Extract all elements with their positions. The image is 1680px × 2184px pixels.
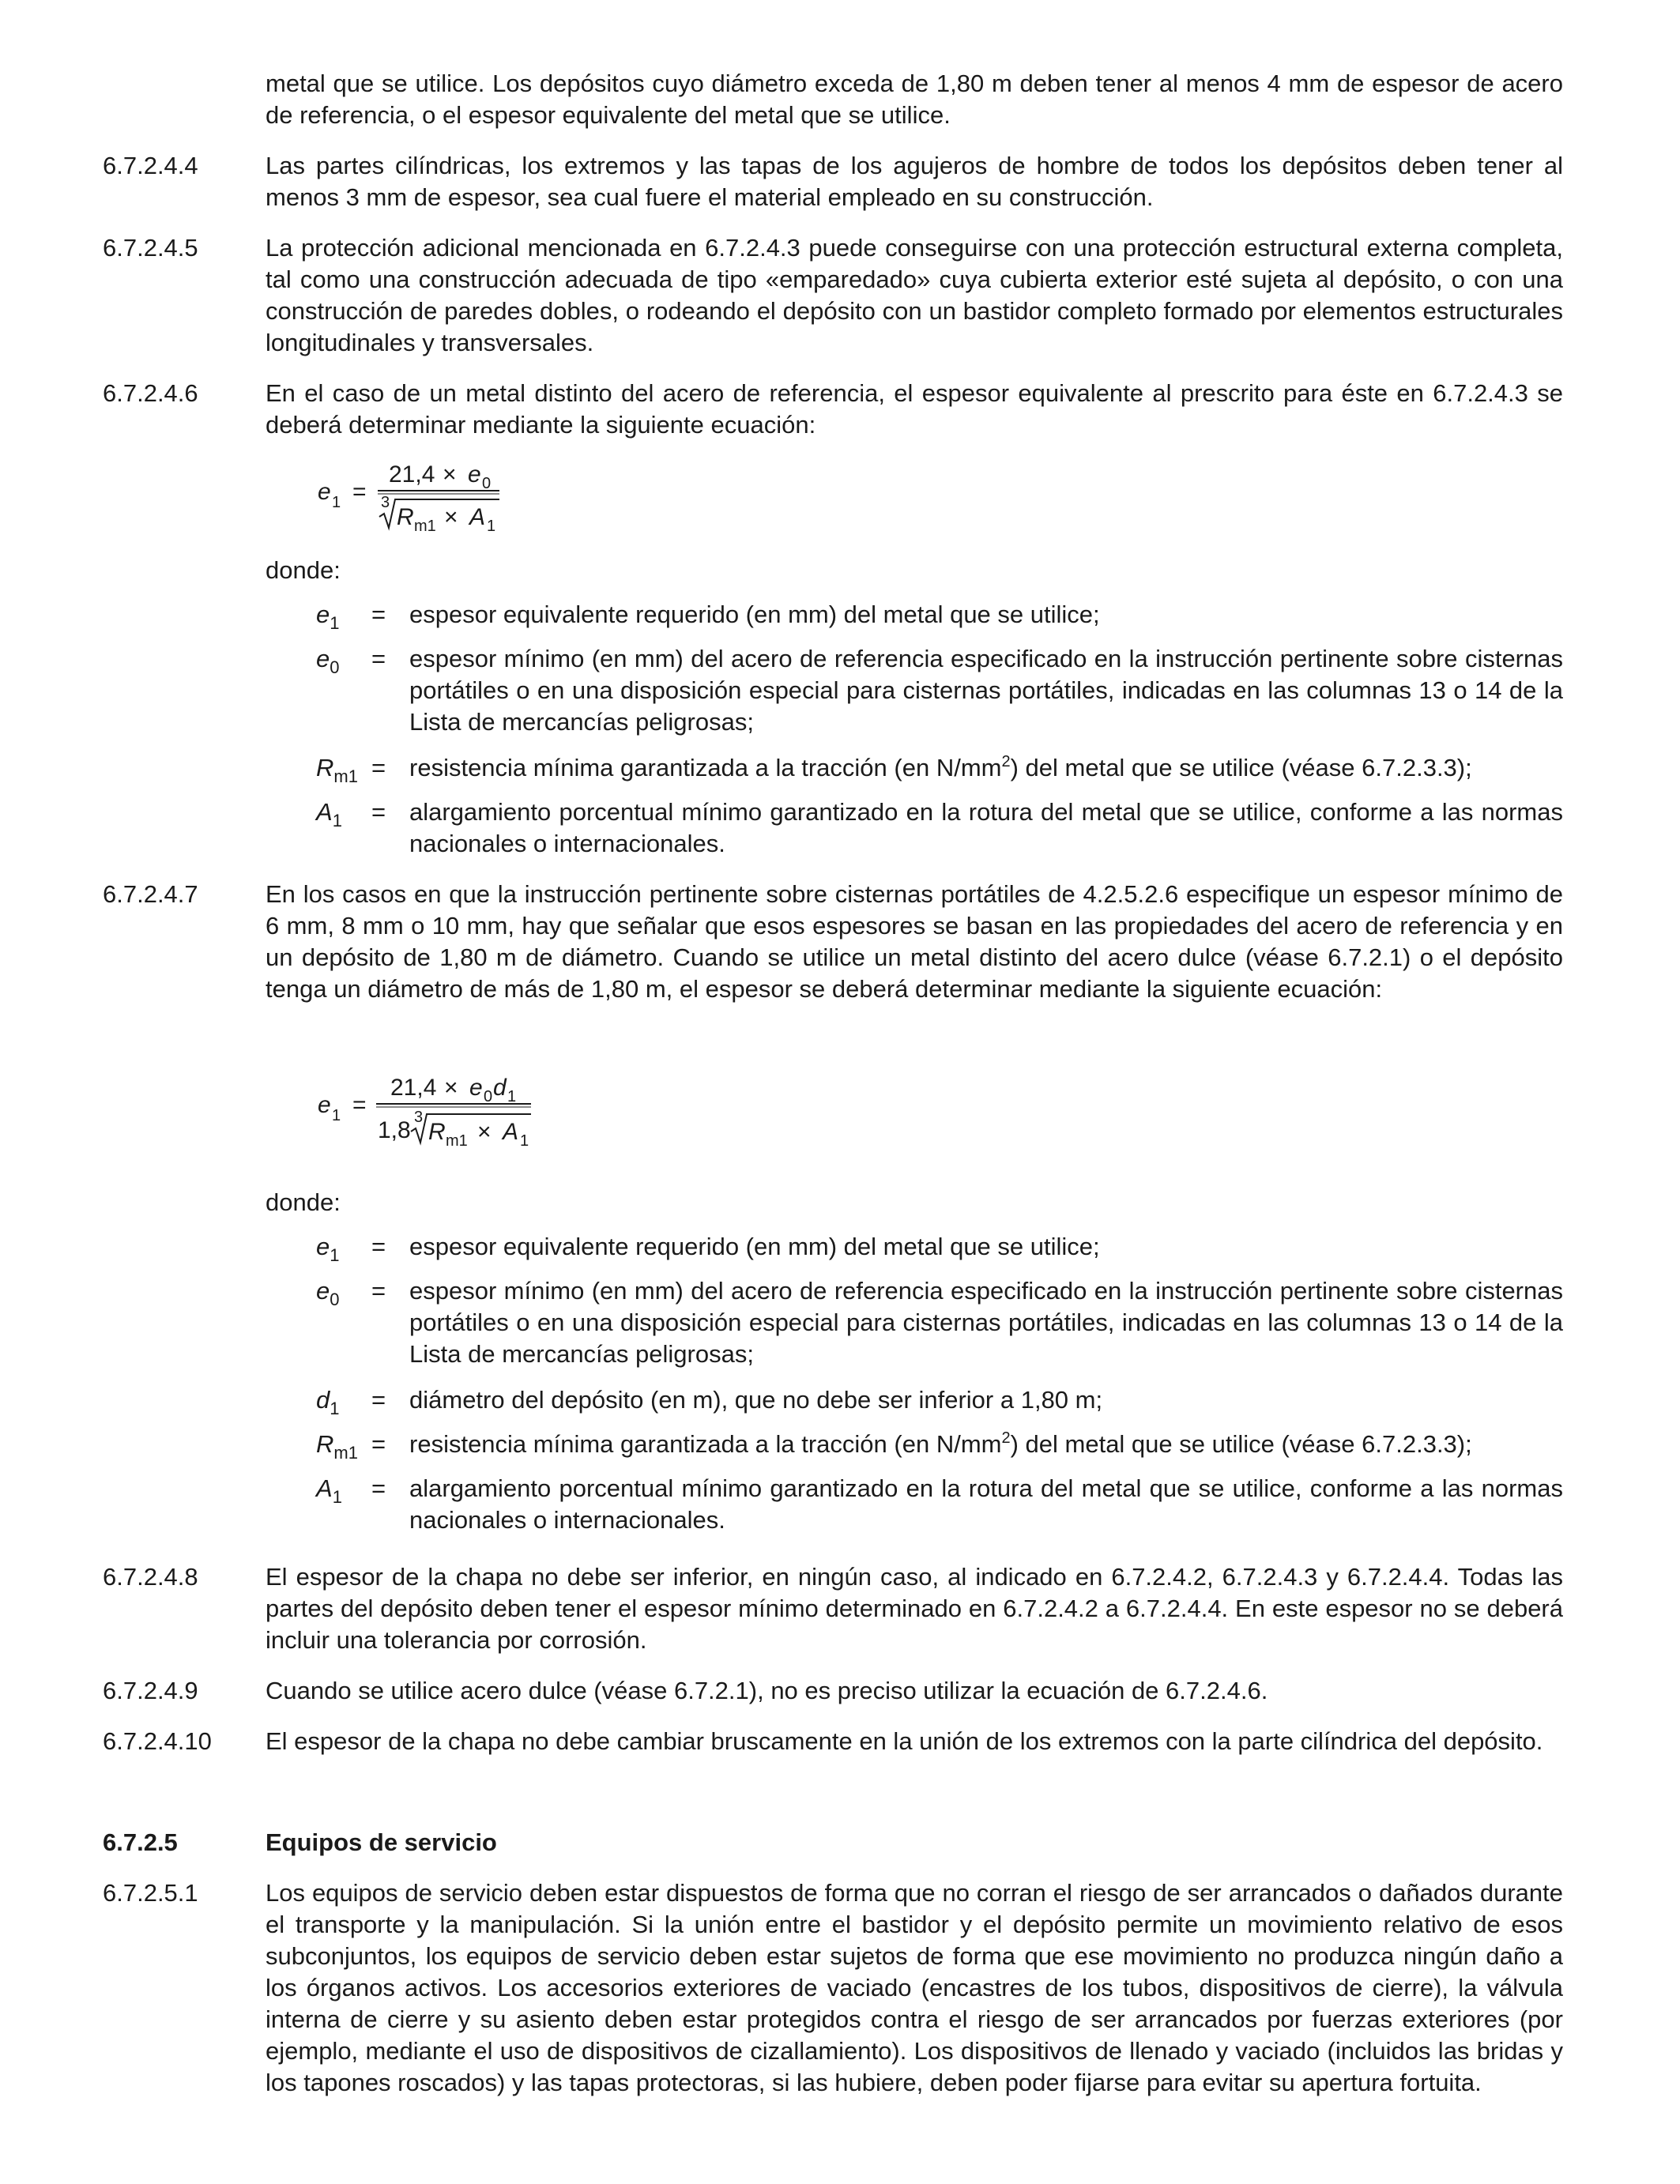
section-text: Las partes cilíndricas, los extremos y las tapas de los agujeros de hombre de todos los depósitos deben tener al menos 3 mm de espesor, sea cual fuere el material empleado en su construcción. <box>266 152 1563 211</box>
section-text: Los equipos de servicio deben estar dispuestos de forma que no corran el riesgo de ser arrancados o dañados durante el transporte y la manipulación. Si la unión entre el bastidor y el depósito permite un movimiento relativo de esos subconjuntos, los equipos de servicio deben estar sujetos de forma que ese movimiento no produzca ningún daño a los órganos activos. Los accesorios exteriores de vaciado (encastres de los tubos, dispositivos de cierre), la válvula interna de cierre y su asiento deben estar protegidos contra el riesgo de ser arrancados por fuerzas exteriores (por ejemplo, mediante el uso de dispositivos de cizallamiento). Los dispositivos de llenado y vaciado (incluidos las bridas y los tapones roscados) y las tapas protectoras, si las hubiere, deben poder fijarse para evitar su apertura fortuita. <box>266 1879 1563 2096</box>
definition-symbol: $e_1$ <box>316 601 340 633</box>
section-text: En el caso de un metal distinto del acero de referencia, el espesor equivalente al prescrito para éste en 6.7.2.4.3 se deberá determinar mediante la siguiente ecuación: <box>266 379 1563 439</box>
definition-symbol: $R_{m1}$ <box>316 754 358 786</box>
section-number: 6.7.2.4.10 <box>103 1727 212 1755</box>
numerator-coefficient: 21,4 <box>389 461 435 488</box>
definition-equals: = <box>371 601 386 628</box>
denominator-coefficient: 1,8 <box>378 1117 411 1143</box>
definition-symbol: $R_{m1}$ <box>316 1430 358 1463</box>
definition-equals: = <box>371 645 386 672</box>
denominator-variable-a-subscript: 1 <box>487 518 496 535</box>
definition-text: alargamiento porcentual mínimo garantizado en la rotura del metal que se utilice, conforme a las normas nacionales o internacionales. <box>409 1474 1563 1534</box>
definition-equals: = <box>371 1277 386 1305</box>
donde-label: donde: <box>266 556 341 584</box>
numerator-variable-d: d <box>493 1075 507 1101</box>
definition-text: espesor mínimo (en mm) del acero de referencia especificado en la instrucción pertinente sobre cisternas portátiles o en una disposición especial para cisternas portátiles, indicadas en las columnas 13 o 14 de la Lista de mercancías peligrosas; <box>409 1277 1563 1368</box>
donde-label: donde: <box>266 1188 341 1216</box>
section-number: 6.7.2.4.6 <box>103 379 198 407</box>
section-text: La protección adicional mencionada en 6.7.2.4.3 puede conseguirse con una protección estructural externa completa, tal como una construcción adecuada de tipo «emparedado» cuya cubierta exterior esté sujeta al depósito, o con una construcción de paredes dobles, o rodeando el depósito con un bastidor completo formado por elementos estructurales longitudinales y transversales. <box>266 234 1563 356</box>
root-index: 3 <box>381 494 390 511</box>
section-text: En los casos en que la instrucción pertinente sobre cisternas portátiles de 4.2.5.2.6 especifique un espesor mínimo de 6 mm, 8 mm o 10 mm, hay que señalar que esos espesores se basan en las propiedades del acero de referencia y en un depósito de 1,80 m de diámetro. Cuando se utilice un metal distinto del acero dulce (véase 6.7.2.1) o el depósito tenga un diámetro de más de 1,80 m, el espesor se deberá determinar mediante la siguiente ecuación: <box>266 880 1563 1003</box>
numerator-variable-e: e <box>469 1075 483 1101</box>
denominator-variable-a-subscript: 1 <box>520 1132 529 1150</box>
equation-lhs: e <box>318 479 331 505</box>
equation-equals: = <box>352 479 367 505</box>
continuation-text: metal que se utilice. Los depósitos cuyo diámetro exceda de 1,80 m deben tener al menos 4 mm de espesor de acero de referencia, o el espesor equivalente del metal que se utilice. <box>266 70 1563 129</box>
definition-text: espesor equivalente requerido (en mm) del metal que se utilice; <box>409 1233 1100 1260</box>
definition-symbol: $e_0$ <box>316 1277 340 1309</box>
definition-symbol: $e_0$ <box>316 645 340 677</box>
times-sign: × <box>443 461 457 488</box>
equation-2 <box>316 1068 553 1163</box>
numerator-coefficient: 21,4 <box>390 1075 437 1101</box>
definition-text: espesor mínimo (en mm) del acero de referencia especificado en la instrucción pertinente sobre cisternas portátiles o en una disposición especial para cisternas portátiles, indicadas en las columnas 13 o 14 de la Lista de mercancías peligrosas; <box>409 645 1563 736</box>
denominator-variable-r-subscript: m1 <box>414 518 436 535</box>
denominator-variable-r: R <box>428 1119 446 1145</box>
definition-symbol: $e_1$ <box>316 1233 340 1265</box>
section-text: El espesor de la chapa no debe ser inferior, en ningún caso, al indicado en 6.7.2.4.2, 6.7.2.4.3 y 6.7.2.4.4. Todas las partes del depósito deben tener el espesor mínimo determinado en 6.7.2.4.2 a 6.7.2.4.4. En este espesor no se deberá incluir una tolerancia por corrosión. <box>266 1563 1563 1654</box>
definition-equals: = <box>371 798 386 826</box>
section-number: 6.7.2.4.5 <box>103 234 198 262</box>
definition-text: resistencia mínima garantizada a la tracción (en $N/mm^2$) del metal que se utilice (véase 6.7.2.3.3); <box>409 753 1472 781</box>
times-sign: × <box>444 1075 458 1101</box>
section-title: Equipos de servicio <box>266 1828 497 1856</box>
denominator-variable-r: R <box>397 504 414 530</box>
definition-text: alargamiento porcentual mínimo garantizado en la rotura del metal que se utilice, conforme a las normas nacionales o internacionales. <box>409 798 1563 857</box>
denominator-variable-a: A <box>469 504 486 530</box>
section-number: 6.7.2.4.9 <box>103 1677 198 1704</box>
denominator-variable-r-subscript: m1 <box>446 1132 468 1150</box>
equation-lhs-subscript: 1 <box>332 1107 341 1124</box>
equation-equals: = <box>352 1092 367 1118</box>
numerator-variable-subscript: 0 <box>482 475 492 492</box>
definition-text: diámetro del depósito (en m), que no debe ser inferior a 1,80 m; <box>409 1386 1103 1414</box>
definition-text: espesor equivalente requerido (en mm) del metal que se utilice; <box>409 601 1100 628</box>
definition-symbol: $A_1$ <box>316 798 342 830</box>
definition-equals: = <box>371 1430 386 1458</box>
numerator-variable-d-subscript: 1 <box>507 1088 517 1105</box>
definition-symbol: $d_1$ <box>316 1386 340 1418</box>
section-number: 6.7.2.4.4 <box>103 152 198 179</box>
definition-symbol: $A_1$ <box>316 1474 342 1507</box>
equation-lhs-subscript: 1 <box>332 494 341 511</box>
definition-equals: = <box>371 1474 386 1502</box>
section-text: El espesor de la chapa no debe cambiar bruscamente en la unión de los extremos con la parte cilíndrica del depósito. <box>266 1727 1543 1755</box>
numerator-variable-e-subscript: 0 <box>484 1088 493 1105</box>
numerator-variable: e <box>468 461 481 488</box>
root-index: 3 <box>414 1109 424 1126</box>
section-text: Cuando se utilice acero dulce (véase 6.7.2.1), no es preciso utilizar la ecuación de 6.7.2.4.6. <box>266 1677 1268 1704</box>
equation-1 <box>316 455 522 542</box>
section-number: 6.7.2.5.1 <box>103 1879 198 1907</box>
equation-lhs: e <box>318 1092 331 1118</box>
section-number: 6.7.2.5 <box>103 1828 178 1856</box>
definition-equals: = <box>371 1386 386 1414</box>
definition-equals: = <box>371 1233 386 1260</box>
section-number: 6.7.2.4.7 <box>103 880 198 908</box>
times-sign: × <box>477 1119 492 1145</box>
section-number: 6.7.2.4.8 <box>103 1563 198 1591</box>
definition-equals: = <box>371 754 386 781</box>
times-sign: × <box>444 504 458 530</box>
definition-text: resistencia mínima garantizada a la tracción (en $N/mm^2$) del metal que se utilice (véase 6.7.2.3.3); <box>409 1429 1472 1458</box>
denominator-variable-a: A <box>503 1119 519 1145</box>
